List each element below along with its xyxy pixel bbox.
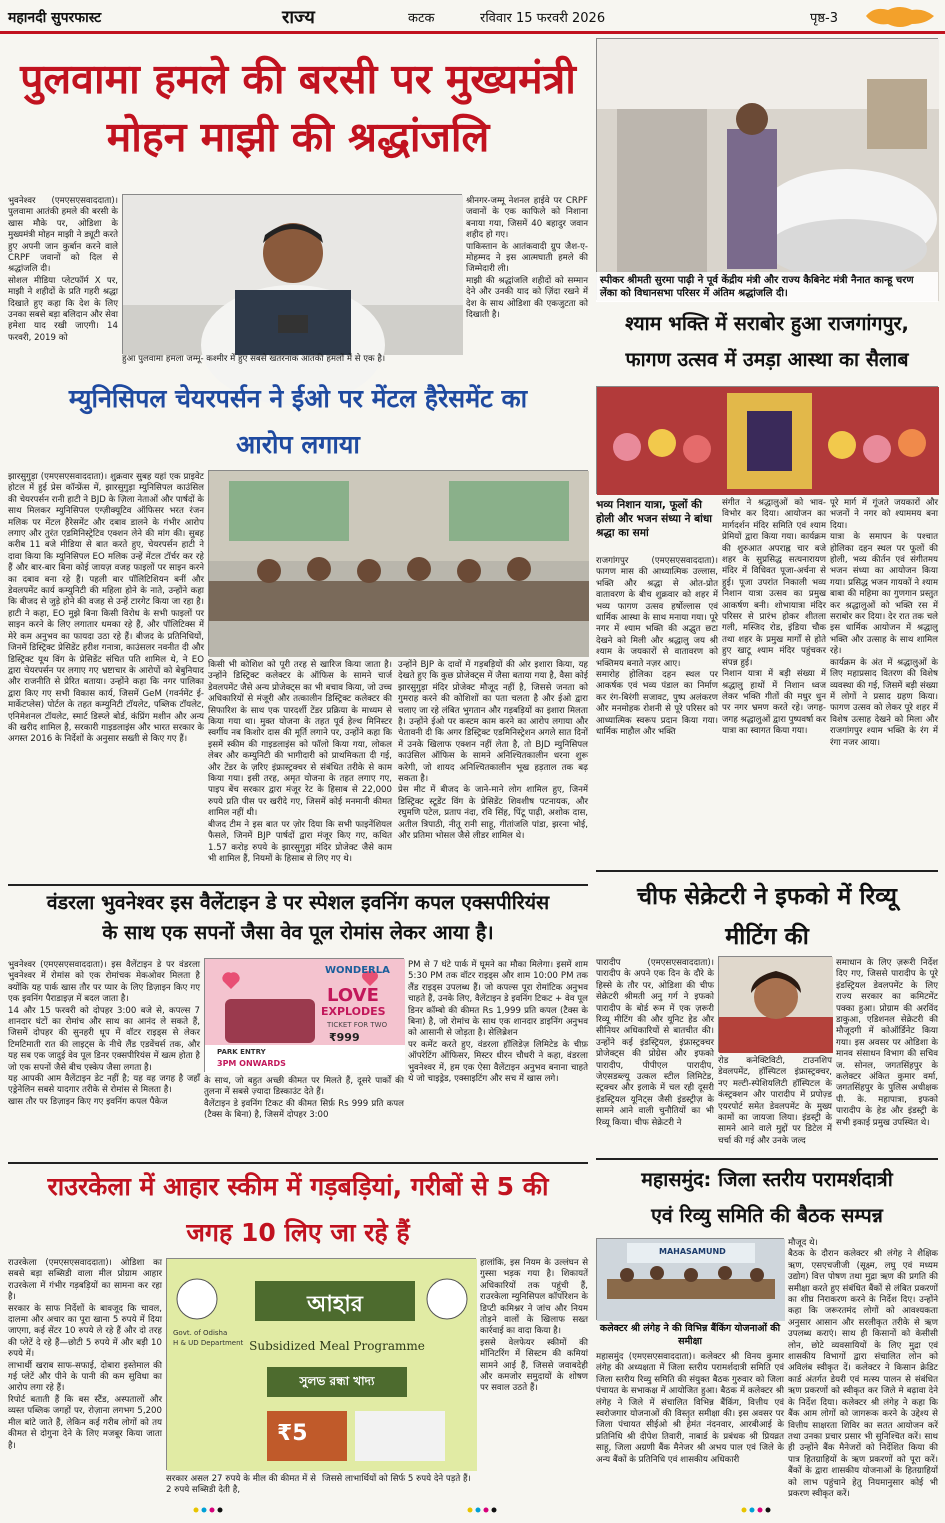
a1-headline-line1: पुलवामा हमले की बरसी पर मुख्यमंत्री	[20, 55, 576, 103]
speaker-photo-caption: स्पीकर श्रीमती सुरमा पाढ़ी ने पूर्व केंद्रीय मंत्री और राज्य कैबिनेट मंत्री नैनात कान्हू चरण लेंका को विधानसभा परिसर में अंतिम श्रद्धांजलि दी।	[596, 272, 938, 302]
a6-headline	[596, 1162, 938, 1234]
masthead-bar	[0, 0, 945, 34]
a4-col1: पारादीप (एमएसएसवाददाता)। पारादीप के अपने एक दिन के दौरे के हिस्से के तौर पर, ओडिशा की चीफ सेक्रेटरी श्रीमती अनु गर्ग ने इफको पारादीप के बोर्ड रूम में एक ज़रूरी रिव्यू मीटिंग की और यूनिट हेड और सीनियर अधिकारियों से बातचीत की। उन्होंने कई इंडस्ट्रियल, इंफ्रास्ट्रक्चर प्रोजेक्ट्स की प्रोग्रेस और इफको पारादीप, पीपीएल पारादीप, जेएसडब्ल्यू उत्कल स्टील लिमिटेड, स्ट्रक्चर और इलाके में चल रही दूसरी इंडस्ट्रियल यूनिट्स जैसी इंडस्ट्रीज़ के सामने आने वाली चुनौतियों का भी रिव्यू किया। चीफ सेक्रेटरी ने	[596, 958, 714, 1128]
chief-secretary-photo	[718, 956, 832, 1052]
a7-headline-line2: जगह 10 लिए जा रहे हैं	[186, 1218, 410, 1247]
a1-bottom-line: हुआ पुलवामा हमला जम्मू- कश्मीर में हुए सबसे खतरनाक आतंकी हमलों में से एक है।	[122, 354, 386, 364]
a2-col1: राजगांगपुर (एमएसएसवाददाता)। फागण मास की आध्यात्मिक उल्लास, भक्ति और श्रद्धा से ओत-प्रोत वातावरण के बीच शुक्रवार को शहर में भव्य फागण उत्सव हर्षोल्लास एवं धार्मिक आस्था के साथ मनाया गया। पूरे नगर में श्याम भक्ति की अद्भुत छटा देखने को मिली और श्रद्धालु जय श्री श्याम के जयकारों से वातावरण को भक्तिमय बनाते नज़र आए। समारोह होलिका दहन स्थल पर आकर्षक एवं भव्य पंडाल का निर्माण कर रंग-बिरंगी सजावट, पुष्प अलंकरण और मनमोहक रोशनी से पूरे परिसर को आध्यात्मिक स्वरूप प्रदान किया गया। धार्मिक माहौल और भक्ति	[596, 556, 718, 738]
wonderla-ad	[204, 958, 404, 1072]
shyam-caption: भव्य निशान यात्रा, फूलों की होली और भजन संध्या ने बांधा श्रद्धा का समां	[596, 499, 713, 539]
a2-headline-line2: फागण उत्सव में उमड़ा आस्था का सैलाब	[625, 348, 909, 371]
paper-name: महानदी सुपरफास्ट	[8, 10, 102, 26]
a1-headline-line2: मोहन माझी की श्रद्धांजलि	[106, 113, 490, 161]
registration-marks	[0, 1500, 945, 1519]
a2-headline	[596, 306, 938, 378]
speaker-photo-art	[597, 39, 939, 301]
mahasamund-label: MAHASAMUND	[659, 1247, 726, 1256]
a1-col2: श्रीनगर-जम्मू नेशनल हाईवे पर CRPF जवानों के एक काफिले को निशाना बनाया गया, जिसमें 40 बहादुर जवान शहीद हो गए। पाकिस्तान के आतंकवादी ग्रुप जैश-ए-मोहम्मद ने इस आत्मघाती हमले की जिम्मेदारी ली। माझी की श्रद्धांजलि शहीदों को सम्मान देने और उनकी याद को ज़िंदा रखने में देश के साथ ओडिशा की एकजुटता को दिखाती है।	[466, 196, 588, 321]
cm-photo-art	[123, 195, 463, 355]
a4-headline-line1: चीफ सेक्रेटरी ने इफको में रिव्यू	[637, 882, 897, 910]
a5-headline	[8, 888, 588, 948]
a5-col2: के साथ, जो बहुत अच्छी कीमत पर मिलते हैं, दूसरे पार्कों की तुलना में सबसे ज़्यादा डिस्काउंट देते हैं। वैलेंटाइन डे इवनिंग टिकट की कीमत सिर्फ़ Rs 999 प्रति कपल (टैक्स के बिना) है, जिसमें दोपहर 3:00	[204, 1076, 404, 1121]
a7-headline-line1: राउरकेला में आहार स्कीम में गड़बड़ियां, गरीबों से 5 की	[47, 1172, 549, 1201]
mahasamund-photo	[596, 1238, 784, 1320]
speaker-photo	[596, 38, 938, 300]
aahar-banner	[166, 1258, 476, 1470]
mahasamund-caption: कलेक्टर श्री लंगेह ने की विभिन्न बैंकिंग योजनाओं की समीक्षा	[599, 1323, 781, 1347]
wonderla-brand: WONDERLA	[325, 965, 390, 976]
odisha-map-icon	[860, 2, 940, 32]
cm-photo	[122, 194, 462, 354]
a7-bottom-a: सरकार असल 27 रुपये के मील की कीमत में से 2 रुपये सब्सिडी देती है,	[166, 1474, 316, 1496]
a3-col3: उन्होंने BJP के दावों में गड़बड़ियों की ओर इशारा किया, यह देखते हुए कि कुछ प्रोजेक्ट्स में जैसा बताया गया है, वैसा कोई झारसुगुड़ा मंदिर प्रोजेक्ट मौजूद नहीं है, जिससे जनता को गुमराह करने की कोशिशों का पता चलता है और ईओ द्वारा चलाए जा रहे लंबित भुगतान और गड़बड़ियों का इशारा मिलता है। उन्होंने ईओ पर कस्टम काम करने का आरोप लगाया और चेतावनी दी कि अगर डिस्ट्रिक्ट एडमिनिस्ट्रेशन अगले सात दिनों में उनके खिलाफ एक्शन नहीं लेता है, तो BJD म्युनिसिपल काउंसिल ऑफिस के सामने अनिश्चितकालीन धरना शुरू करेगी, जो शायद अनिश्चितकालीन भूख हड़ताल तक बढ़ सकता है। प्रेस मीट में बीजद के जाने-माने लोग शामिल हुए, जिनमें डिस्ट्रिक्ट स्टूडेंट विंग के प्रेसिडेंट शिवशीष पटनायक, और रघुमणि पटेल, प्रताप नंदा, रवि सिंह, पिंटू पाढ़ी, अशोक दास, अतील त्रिपाठी, नीतू रानी साहू, गीतांजलि पांडा, झरना भोई, और प्रतिमा भोसल जैसे लीडर शामिल थे।	[398, 660, 588, 842]
a4-col1b: रोड कनेक्टिविटी, टाउनशिप डेवलपमेंट, हॉस्पिटल इंफ्रास्ट्रक्चर, नए मल्टी-स्पेशियलिटी हॉस्पिटल के कंस्ट्रक्शन और पारादीप में प्रपोज़्ड एयरपोर्ट समेत डेवलपमेंट के मुख्य कामों का जायजा लिया। इंडस्ट्री के सामने आने वाले मुद्दों पर डिटेल में चर्चा की गई और उनके जल्द	[718, 1056, 832, 1146]
a5-headline-line1: वंडरला भुवनेश्वर इस वैलेंटाइन डे पर स्पेशल इवनिंग कपल एक्सपीरियंस	[46, 891, 550, 914]
a2-col3: पूरे मार्ग में गूंजते जयकारों और भजनों ने नगर को श्याममय बना दिया। यात्रा के समापन के पश्चात होलिका दहन स्थल पर फूलों की होली, भव्य कीर्तन एवं संगीतमय भजन संध्या का आयोजन किया गया। प्रसिद्ध भजन गायकों ने श्याम बाबा की महिमा का गुणगान प्रस्तुत कर श्रद्धालुओं को भक्ति रस में सराबोर कर दिया। देर रात तक चले इस धार्मिक आयोजन में श्रद्धालु भक्ति और उत्साह के साथ शामिल रहे। कार्यक्रम के अंत में श्रद्धालुओं के लिए महाप्रसाद वितरण की विशेष व्यवस्था की गई, जिसमें बड़ी संख्या में लोगों ने प्रसाद ग्रहण किया। फागण उत्सव को लेकर पूरे शहर में विशेष उत्साह देखने को मिला और राजगांगपुर श्याम भक्ति के रंग में रंगा नजर आया।	[830, 498, 938, 748]
press-meet-photo	[208, 470, 588, 656]
aahar-price: ₹5	[277, 1421, 308, 1446]
a3-headline	[8, 376, 588, 468]
a7-col1: राउरकेला (एमएसएसवाददाता)। ओडिशा का सबसे बड़ा सब्सिडी वाला मील प्रोग्राम आहार राउरकेला में गंभीर गड़बड़ियों का सामना कर रहा है। सरकार के साफ निर्देशों के बावजूद कि चावल, दालमा और अचार का पूरा खाना 5 रुपये में दिया जाएगा, कई सेंटर 10 रुपये ले रहे हैं और दो तरह की प्लेटें दे रहे हैं—छोटी 5 रुपये में और बड़ी 10 रुपये में। लाभार्थी खराब साफ-सफाई, दोबारा इस्तेमाल की गई प्लेटें और पीने के पानी की कम सुविधा का आरोप लगा रहे हैं। रिपोर्ट बताती हैं कि बस स्टैंड, अस्पतालों और व्यस्त पब्लिक जगहों पर, रोज़ाना लगभग 5,200 मील बांटे जाते हैं, लेकिन कई गरीब लोगों को तय कीमत से दोगुना देने के लिए मजबूर किया जाता है।	[8, 1258, 162, 1451]
a5-col1: भुवनेश्वर (एमएसएसवाददाता)। इस वैलेंटाइन डे पर वंडरला भुवनेश्वर में रोमांस को एक रोमांचक मेकओवर मिलता है क्योंकि यह पार्क खास तौर पर प्यार के लिए डिज़ाइन किए गए एक इवनिंग पैराडाइज़ में बदल जाता है। 14 और 15 फरवरी को दोपहर 3:00 बजे से, कपल्स 7 शानदार घंटों का रोमांच और साथ का आनंद ले सकते हैं, जिसमें दोपहर की सुनहरी धूप में वॉटर राइड्स से लेकर टिमटिमाती रात की लाइट्स के नीचे लैंड एडवेंचर्स तक, और यह सब एक जादुई वेव पूल डिनर एक्सपीरियंस में खत्म होता है जो एक सपनों जैसे बीच एस्केप जैसा लगता है। यह आपकी आम वैलेंटाइन डेट नहीं है; यह वह जगह है जहाँ एड्रेनेलिन सबसे यादगार तरीके से रोमांस से मिलता है। खास तौर पर डिज़ाइन किए गए इवनिंग कपल पैकेज	[8, 960, 200, 1107]
divider-a3-a5	[8, 884, 588, 886]
a4-col2: समाधान के लिए ज़रूरी निर्देश दिए गए, जिससे पारादीप के पूरे इंडस्ट्रियल डेवलपमेंट के लिए राज्य सरकार का कमिटमेंट पक्का हुआ। प्रोग्राम की अरविंद डाकुआ, एडिशनल सेक्रेटरी की मौजूदगी में कोऑर्डिनेट किया गया। इस अवसर पर ओडिशा के मानव संसाधन विभाग की सचिव ज. सोनल, जगतसिंहपुर के कलेक्टर अंकित कुमार वर्मा, जगतसिंहपुर के पुलिस अधीक्षक पी. के. महापात्रा, इफको पारादीप के हेड और इंडस्ट्री के सभी इकाई प्रमुख उपस्थित थे।	[836, 958, 938, 1128]
a6-headline-line2: एवं रिव्यु समिति की बैठक सम्पन्न	[651, 1204, 883, 1227]
a2-headline-line1: श्याम भक्ति में सराबोर हुआ राजगांगपुर,	[625, 312, 909, 335]
page-number: पृष्ठ-3	[810, 11, 839, 26]
registration-marks-art	[0, 1500, 945, 1519]
wonderla-entry: PARK ENTRY	[217, 1048, 266, 1056]
aahar-script-top: আহার	[307, 1292, 363, 1317]
a7-col3: हालांकि, इस नियम के उल्लंघन से गुस्सा भड़क गया है। शिकायतें अधिकारियों तक पहुंची हैं, राउरकेला म्युनिसिपल कॉर्पोरेशन के डिप्टी कमिश्नर ने जांच और नियम तोड़ने वालों के खिलाफ सख्त कार्रवाई का वादा किया है। इससे वेलफेयर स्कीमों की मॉनिटरिंग में सिस्टम की कमियां सामने आई हैं, जिससे जवाबदेही और कमजोर समुदायों के शोषण पर सवाल उठते हैं।	[480, 1258, 588, 1394]
aahar-title: Subsidized Meal Programme	[249, 1339, 425, 1353]
a5-col3: PM से 7 घंटे पार्क में घूमने का मौका मिलेगा। इसमें शाम 5:30 PM तक वॉटर राइड्स और शाम 10:00 PM तक लैंड राइड्स उपलब्ध हैं। जो कपल्स पूरा रोमांटिक अनुभव चाहते हैं, उनके लिए, वैलेंटाइन डे इवनिंग टिकट + वेव पूल डिनर कॉम्बो की कीमत Rs 1,999 प्रति कपल (टैक्स के बिना) है, जो रोमांच के साथ एक शानदार डाइनिंग अनुभव को आसानी से जोड़ता है। सेलिब्रेशन पर कमेंट करते हुए, वंडरला हॉलिडेज़ लिमिटेड के चीफ़ ऑपरेटिंग ऑफिसर, मिस्टर धीरन चौधरी ने कहा, वंडरला भुवनेश्वर में, हम एक ऐसा वैलेंटाइन अनुभव बनाना चाहते थे जो चाइड्रेड, एक्साइटिंग और सच में खास लगे।	[408, 960, 588, 1085]
wonderla-ticket: TICKET FOR TWO	[327, 1021, 388, 1029]
section-name: राज्य	[282, 7, 315, 28]
wonderla-explodes: EXPLODES	[321, 1005, 386, 1018]
wonderla-price: ₹999	[329, 1031, 360, 1044]
a5-headline-line2: के साथ एक सपनों जैसा वेव पूल रोमांस लेकर आया है।	[102, 921, 494, 944]
shyam-photo-art	[597, 387, 939, 495]
press-meet-photo-art	[209, 471, 589, 657]
chief-secretary-photo-art	[719, 957, 833, 1053]
a1-headline	[8, 50, 588, 166]
a6-col1: महासमुंद (एमएसएसवाददाता)। कलेक्टर श्री विनय कुमार लंगेह की अध्यक्षता में जिला स्तरीय परामर्शदात्री समिति एवं जिला स्तरीय रिव्यु समिति की संयुक्त बैठक गुरुवार को जिला पंचायत के सभाकक्ष में आयोजित हुआ। बैठक में कलेक्टर श्री लंगेह ने जिले में संचालित विभिन्न बैंकिंग, वित्तीय एवं स्वरोजगार योजनाओं की विस्तृत समीक्षा की। इस अवसर पर जिला पंचायत सीईओ श्री हेमंत नंदनवार, आरबीआई के प्रतिनिधि श्री दीपेश तिवारी, नाबार्ड के प्रबंधक श्री प्रियव्रत साहू, जिला अग्रणी बैंक मैनेजर श्री अभय पाल एवं जिले के अन्य बैंकों के प्रतिनिधि एवं शासकीय अधिकारी	[596, 1352, 784, 1465]
a7-bottom-b: जिससे लाभार्थियों को सिर्फ 5 रुपये देने पड़ते हैं।	[322, 1474, 471, 1484]
divider-a2-a4	[596, 870, 938, 872]
a4-headline-line2: मीटिंग की	[725, 922, 809, 950]
a6-col2-top: मौजूद थे। बैठक के दौरान कलेक्टर श्री लंगेह ने शैक्षिक ऋण, एसएचजीजी (सूक्ष्म, लघु एवं मध्यम उद्योग) वित्त पोषण तथा मुद्रा ऋण की प्रगति की समीक्षा करते हुए संबंधित बैंकों से लंबित प्रकरणों का शीघ्र निराकरण करने के निर्देश दिए। उन्होंने कहा कि जरूरतमंद लोगों को आवश्यकता अनुसार आसान और सरलीकृत तरीके से ऋण उपलब्ध कराएं। साथ ही किसानों को केसीसी लोन, छोटे व्यवसायियों के लिए मुद्रा एवं शासकीय विभागों द्वारा संचालित लोन को अविलंब स्वीकृत दें। कलेक्टर ने किसान क्रेडिट कार्ड अंतर्गत डेयरी एवं मत्स्य पालन से संबंधित ऋण प्रकरणों को स्वीकृत कर जिले मे बढ़ावा देने के निर्देश दिया। कलेक्टर श्री लंगेह ने कहा कि बैंक आम लोगों को जागरूक करने के उद्देश्य से वित्तीय साक्षरता शिविर का सतत आयोजन करें तथा उनका प्रचार प्रसार भी सुनिश्चित करें। साथ ही उन्होंने बैंक मैनेजरों को निर्देशित किया की पात्र हितग्राहियों के ऋण प्रकरणों को पूरा करें। बैंकों के द्वारा शासकीय योजनाओं के हितग्राहियों को लाभ पहुंचाने हेतु नियमानुसार कोई भी प्रकरण स्वीकृत करें।	[788, 1238, 938, 1499]
city-name: कटक	[408, 11, 435, 26]
aahar-script-mid: সুলভ রন্ধা খাদ্য	[299, 1374, 375, 1388]
a2-col2: संगीत ने श्रद्धालुओं को भाव-विभोर कर दिया। आयोजन का मार्गदर्शन मंदिर समिति एवं श्याम प्रेमियों द्वारा किया गया। कार्यक्रम की शुरुआत अपराह्न चार बजे शहर के सुप्रसिद्ध सत्यनारायण मंदिर में विधिवत पूजा-अर्चना से हुई। पूजा उपरांत निकाली भव्य निशान यात्रा उत्सव का प्रमुख आकर्षण बनी। शोभायात्रा मंदिर परिसर से प्रारंभ होकर शीतला गली, मस्जिद रोड, इंडिया चौक तथा शहर के प्रमुख मार्गों से होते हुए खाटू श्याम मंदिर पहुंचकर संपन्न हुई। निशान यात्रा में बड़ी संख्या में श्रद्धालु हाथों में निशान ध्वज लेकर भक्ति गीतों की मधुर धुन पर नगर भ्रमण करते रहे। जगह-जगह श्रद्धालुओं द्वारा पुष्पवर्षा कर यात्रा का स्वागत किया गया।	[722, 498, 827, 737]
a6-headline-line1: महासमुंद: जिला स्तरीय परामर्शदात्री	[641, 1168, 893, 1191]
a3-col1: झारसुगुड़ा (एमएसएसवाददाता)। शुक्रवार सुबह यहां एक प्राइवेट होटल में हुई प्रेस कॉन्फ्रेंस में, झारसुगुड़ा म्युनिसिपल काउंसिल की चेयरपर्सन रानी हाटी ने BJD के ज़िला नेताओं और पार्षदों के साथ मिलकर म्युनिसिपल एग्ज़ीक्यूटिव ऑफिसर भरत रंजन मलिक पर मेंटल हैरेसमेंट और दबाव डालने के गंभीर आरोप लगाए और तुरंत एडमिनिस्ट्रेटिव एक्शन लेने की मांग की। सुबह करीब 11 बजे मीडिया से बात करते हुए, चेयरपर्सन हाटी ने दावा किया कि म्युनिसिपल EO मलिक उन्हें मेंटल टॉर्चर कर रहे हैं और बार-बार बिना कोई जायज़ वजह फाइलों पर साइन करने का दबाव बना रहे हैं। पहली बार पॉलिटिशियन बनीं और डेवलपमेंट कार्य कम्युनिटी की महिला होने के नाते, उन्होंने कहा कि बीजद से जुड़े होने की वजह से उन्हें टारगेट किया जा रहा है। हाटी ने कहा, EO मुझे बिना किसी विरोध के सभी फाइलों पर साइन करने के लिए लगातार धमका रहे हैं, और पॉलिटिक्स में मेरे कम अनुभव का फायदा उठा रहे हैं। बीजद के प्रतिनिधियों, जिनमें डिस्ट्रिक्ट प्रेसिडेंट हरीश गनात्रा, काउंसलर नवनीत दी और डिस्ट्रिक्ट यूथ विंग के प्रेसिडेंट संचित पति शामिल थे, ने EO द्वारा चेयरपर्सन पर लगाए गए भ्रष्टाचार के आरोपों को बेबुनियाद और राजनीति से प्रेरित बताया। उन्होंने कहा कि नगर पालिका द्वारा किए गए सभी विकास कार्य, जिसमें GeM (गवर्नमेंट ई-मार्केटप्लेस) पोर्टल के तहत कम्युनिटी टॉयलेट, पब्लिक टॉयलेट, एनिमेशनल टॉयलेट, स्मार्ट डिस्प्ले बोर्ड, कंप्रिंग मशीन और अन्य की खरीद शामिल है, सरकारी गाइडलाइंस और भारत सरकार के अगस्त 2016 के निर्देशों के अनुसार सख्ती से किए गए हैं।	[8, 472, 204, 745]
a7-headline	[8, 1164, 588, 1256]
aahar-govt: Govt. of Odisha	[173, 1329, 228, 1337]
a1-col1: भुवनेश्वर (एमएसएसवाददाता)। पुलवामा आतंकी हमले की बरसी के खास मौके पर, ओडिशा के मुख्यमंत्री मोहन माझी ने ड्यूटी करते हुए अपनी जान कुर्बान करने वाले CRPF जवानों को दिल से श्रद्धांजलि दी। सोशल मीडिया प्लेटफॉर्म X पर, माझी ने शहीदों के प्रति गहरी श्रद्धा दिखाते हुए कहा कि देश के लिए उनका सबसे बड़ा बलिदान और सेवा हमेशा याद रखी जाएगी। 14 फरवरी, 2019 को	[8, 196, 118, 343]
shyam-photo	[596, 386, 938, 494]
wonderla-love: LOVE	[327, 985, 379, 1006]
a3-headline-line1: म्युनिसिपल चेयरपर्सन ने ईओ पर मेंटल हैरेसमेंट का	[68, 384, 528, 413]
a3-headline-line2: आरोप लगाया	[236, 430, 360, 459]
wonderla-time: 3PM ONWARDS	[217, 1059, 286, 1068]
divider-a4-a6	[596, 1158, 938, 1160]
aahar-dept: H & UD Department	[173, 1339, 244, 1347]
a4-headline	[596, 876, 938, 956]
a3-col2: किसी भी कोशिश को पूरी तरह से खारिज किया जाता है। उन्होंने डिस्ट्रिक्ट कलेक्टर के ऑफिस के सामने चार्ज डेवलपमेंट जैसे अन्य प्रोजेक्ट्स का भी बचाव किया, जो उच्च अधिकारियों से मंजूरी और तत्कालीन डिस्ट्रिक्ट कलेक्टर की सिफारिश के साथ एक पारदर्शी टेंडर प्रक्रिया के माध्यम से किया गया था। मुक्त योजना के तहत पूर्व हेल्थ मिनिस्टर स्वर्गीय नब किशोर दास की मूर्ति लगाने पर, उन्होंने कहा कि इसमें स्कीम की गाइडलाइंस को फॉलो किया गया, लोकल लेबर और कम्युनिटी की भागीदारी को प्राथमिकता दी गई, और टेंडर के ज़रिए इंफ्रास्ट्रक्चर से संबंधित तरीके से काम किया गया। इसी तरह, अमृत योजना के तहत लगाए गए, पाइप बेंच सरकार द्वारा मंजूर रेट के हिसाब से 22,000 रुपये प्रति पीस पर खरीदे गए, जिसमें कोई मनमानी कीमत शामिल नहीं थी। बीजद टीम ने इस बात पर ज़ोर दिया कि सभी फाइनेंशियल फैसले, जिनमें BJP पार्षदों द्वारा मंजूर किए गए, कथित 1.57 करोड़ रुपये के झारसुगुड़ा मंदिर प्रोजेक्ट जैसे काम भी शामिल हैं, नियमों के हिसाब से लिए गए थे।	[208, 660, 392, 864]
date-text: रविवार 15 फरवरी 2026	[480, 11, 606, 26]
